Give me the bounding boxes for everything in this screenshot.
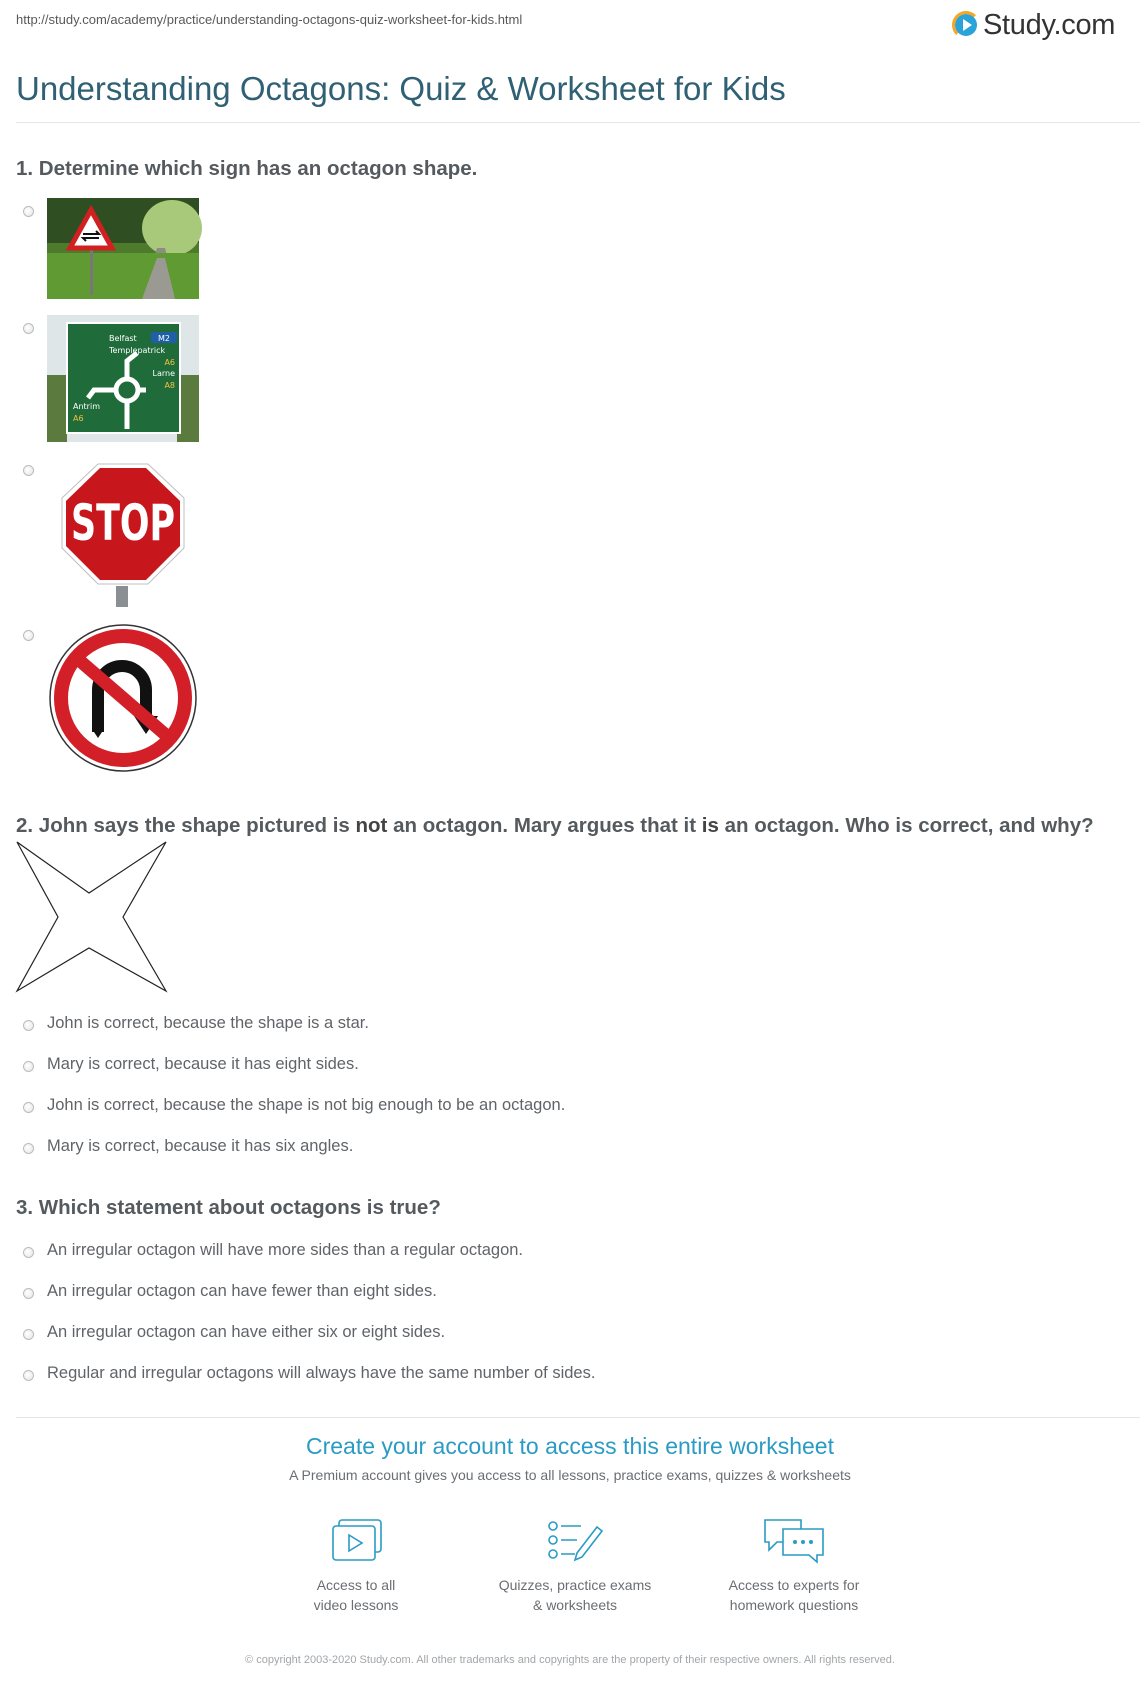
question-2-option-4[interactable]: Mary is correct, because it has six angles. [47,1137,354,1155]
question-2-option-2-radio[interactable] [23,1061,34,1072]
no-u-turn-sign-image [47,622,199,774]
question-1-option-4-radio[interactable] [23,630,34,641]
sign-text-m2: M2 [158,334,170,343]
question-3-text: 3. Which statement about octagons is true? [16,1196,441,1219]
question-3-option-1-radio[interactable] [23,1247,34,1258]
feature-experts: Access to experts for homework questions [728,1577,860,1613]
sign-text-belfast: Belfast [109,334,137,343]
two-way-traffic-sign-image [47,198,199,299]
question-1-option-1-radio[interactable] [23,206,34,217]
study-logo[interactable] [955,8,1115,42]
cta-title[interactable]: Create your account to access this entire worksheet [306,1433,834,1459]
stop-sign-text: STOP [71,494,175,552]
divider [16,1417,1140,1418]
four-point-star-figure [16,841,168,993]
question-2-text: 2. John says the shape pictured is not an octagon. Mary argues that it is an octagon. Who is correct, and why? [16,814,1094,837]
roundabout-direction-sign-image [47,315,199,442]
copyright-footer: © copyright 2003-2020 Study.com. All other trademarks and copyrights are the property of their respective owners. All rights reserved. [245,1654,895,1666]
sign-text-templepatrick: Templepatrick [109,346,166,355]
sign-text-a6-right: A6 [164,358,175,367]
question-3-option-4-radio[interactable] [23,1370,34,1381]
sign-text-a8: A8 [164,381,175,390]
feature-quizzes: Quizzes, practice exams & worksheets [498,1577,652,1613]
question-1-option-3-radio[interactable] [23,465,34,476]
question-2-option-4-radio[interactable] [23,1143,34,1154]
sign-text-antrim: Antrim [73,402,100,411]
question-3-option-2[interactable]: An irregular octagon can have fewer than eight sides. [47,1282,437,1300]
question-3-option-4[interactable]: Regular and irregular octagons will always have the same number of sides. [47,1364,596,1382]
question-1-text: 1. Determine which sign has an octagon shape. [16,157,478,180]
quiz-checklist-icon [547,1519,603,1568]
page-url: http://study.com/academy/practice/understanding-octagons-quiz-worksheet-for-kids.html [16,12,523,27]
question-2-option-2[interactable]: Mary is correct, because it has eight sides. [47,1055,359,1073]
question-2-option-3[interactable]: John is correct, because the shape is not big enough to be an octagon. [47,1096,566,1114]
video-lessons-icon [331,1519,383,1568]
feature-video-lessons: Access to all video lessons [313,1577,399,1613]
question-3-option-1[interactable]: An irregular octagon will have more sides than a regular octagon. [47,1241,524,1259]
chat-bubbles-icon [763,1517,825,1568]
question-2-option-1[interactable]: John is correct, because the shape is a star. [47,1014,369,1032]
divider [16,122,1140,123]
question-3-option-2-radio[interactable] [23,1288,34,1299]
cta-subtitle: A Premium account gives you access to all lessons, practice exams, quizzes & worksheets [289,1467,851,1483]
play-logo-icon [955,14,977,36]
sign-text-larne: Larne [152,369,175,378]
page-title: Understanding Octagons: Quiz & Worksheet for Kids [16,70,786,107]
question-2-option-3-radio[interactable] [23,1102,34,1113]
logo-text: Study.com [983,8,1116,41]
question-2-option-1-radio[interactable] [23,1020,34,1031]
sign-text-a6-left: A6 [73,414,84,423]
stop-sign-image [47,460,199,607]
question-3-option-3[interactable]: An irregular octagon can have either six or eight sides. [47,1323,446,1341]
question-1-option-2-radio[interactable] [23,323,34,334]
question-3-option-3-radio[interactable] [23,1329,34,1340]
